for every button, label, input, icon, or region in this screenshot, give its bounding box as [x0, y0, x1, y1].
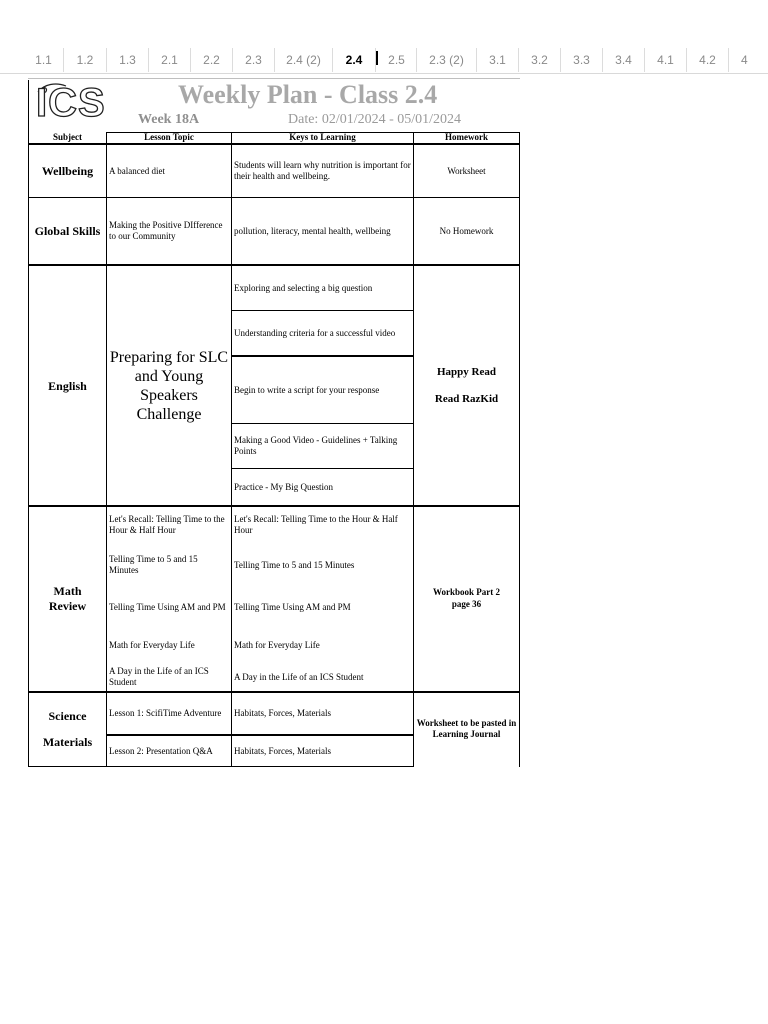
homework-cell: No Homework [439, 225, 494, 236]
keys-cell: Students will learn why nutrition is important for their health and wellbeing. [234, 160, 411, 181]
keys-cell: Making a Good Video - Guidelines + Talking Points [234, 435, 398, 456]
homework-cell: Workbook Part 2 [432, 587, 500, 597]
sheet-tab[interactable]: 3.2 [519, 48, 561, 72]
subject-science-materials: Materials [42, 735, 93, 749]
keys-cell: Math for Everyday Life [234, 639, 320, 650]
homework-cell: Read RazKid [434, 392, 499, 405]
keys-cell: pollution, literacy, mental health, wellbeing [234, 225, 391, 236]
homework-cell: Worksheet to be pasted in Learning Journal [416, 718, 517, 739]
sheet-tab[interactable]: 4.2 [687, 48, 729, 72]
sheet-tab[interactable]: 2.5 [377, 48, 417, 72]
homework-cell: Worksheet [447, 165, 486, 176]
lesson-topic-cell: Lesson 2: Presentation Q&A [109, 745, 213, 756]
keys-cell: Telling Time Using AM and PM [234, 601, 351, 612]
sheet-tab[interactable]: 2.2 [191, 48, 233, 72]
sheet-tab[interactable]: 1.2 [64, 48, 107, 72]
sheet-tab[interactable]: 4 [729, 48, 768, 72]
keys-cell: Habitats, Forces, Materials [234, 708, 331, 718]
lesson-topic-cell: A balanced diet [109, 165, 165, 176]
sheet-tab[interactable]: 3.3 [561, 48, 603, 72]
lesson-topic-cell: Let's Recall: Telling Time to the Hour & Half Hour [109, 514, 225, 535]
keys-cell: Practice - My Big Question [234, 481, 333, 492]
keys-cell: Let's Recall: Telling Time to the Hour & Half Hour [234, 514, 398, 535]
sheet-tab[interactable]: 1.3 [107, 48, 149, 72]
week-label: Week 18A [138, 112, 200, 127]
sheet-tab[interactable]: 2.3 [233, 48, 275, 72]
sheet-tab[interactable]: 2.1 [149, 48, 191, 72]
sheet-tab[interactable]: 3.1 [477, 48, 519, 72]
column-header-subject: Subject [53, 131, 82, 142]
logo-text: ICS [36, 81, 106, 125]
column-header-lesson-topic: Lesson Topic [144, 132, 194, 142]
keys-cell: Habitats, Forces, Materials [234, 745, 331, 756]
document-top-rule [28, 78, 520, 79]
date-range: Date: 02/01/2024 - 05/01/2024 [288, 112, 462, 127]
subject-wellbeing: Wellbeing [41, 164, 94, 178]
lesson-topic-cell: A Day in the Life of an ICS Student [109, 666, 209, 687]
lesson-topic-cell: Telling Time to 5 and 15 Minutes [109, 554, 198, 575]
keys-cell: Understanding criteria for a successful video [234, 327, 396, 338]
subject-math-review: Review [48, 599, 87, 613]
subject-english: English [48, 378, 87, 393]
homework-cell: Happy Read [437, 365, 496, 378]
sheet-tab-bar [0, 45, 768, 74]
page-title: Weekly Plan - Class 2.4 [178, 80, 438, 109]
lesson-topic-cell: Lesson 1: ScifiTime Adventure [109, 708, 222, 718]
subject-global-skills: Global Skills [34, 224, 101, 238]
sheet-tab[interactable]: 1.1 [24, 48, 64, 72]
homework-cell: page 36 [451, 599, 482, 609]
lesson-topic-cell: Math for Everyday Life [109, 639, 195, 650]
keys-cell: Telling Time to 5 and 15 Minutes [234, 559, 355, 570]
lesson-topic-cell: Preparing for SLC and Young Speakers Challenge [109, 348, 229, 423]
sheet-tab-active[interactable]: 2.4 [333, 48, 376, 72]
sheet-tab[interactable]: 3.4 [603, 48, 645, 72]
keys-cell: A Day in the Life of an ICS Student [234, 671, 364, 682]
column-header-keys: Keys to Learning [289, 132, 356, 142]
keys-cell: Begin to write a script for your response [234, 384, 380, 395]
sheet-tab[interactable]: 2.3 (2) [417, 48, 477, 72]
keys-cell: Exploring and selecting a big question [234, 282, 373, 293]
lesson-topic-cell: Making the Positive DIfference to our Community [109, 220, 223, 241]
sheet-tab[interactable]: 4.1 [645, 48, 687, 72]
lesson-topic-cell: Telling Time Using AM and PM [109, 601, 226, 612]
subject-science: Science [48, 709, 87, 723]
sheet-tab[interactable]: 2.4 (2) [275, 48, 333, 72]
subject-math: Math [53, 584, 82, 598]
column-header-homework: Homework [445, 132, 488, 142]
